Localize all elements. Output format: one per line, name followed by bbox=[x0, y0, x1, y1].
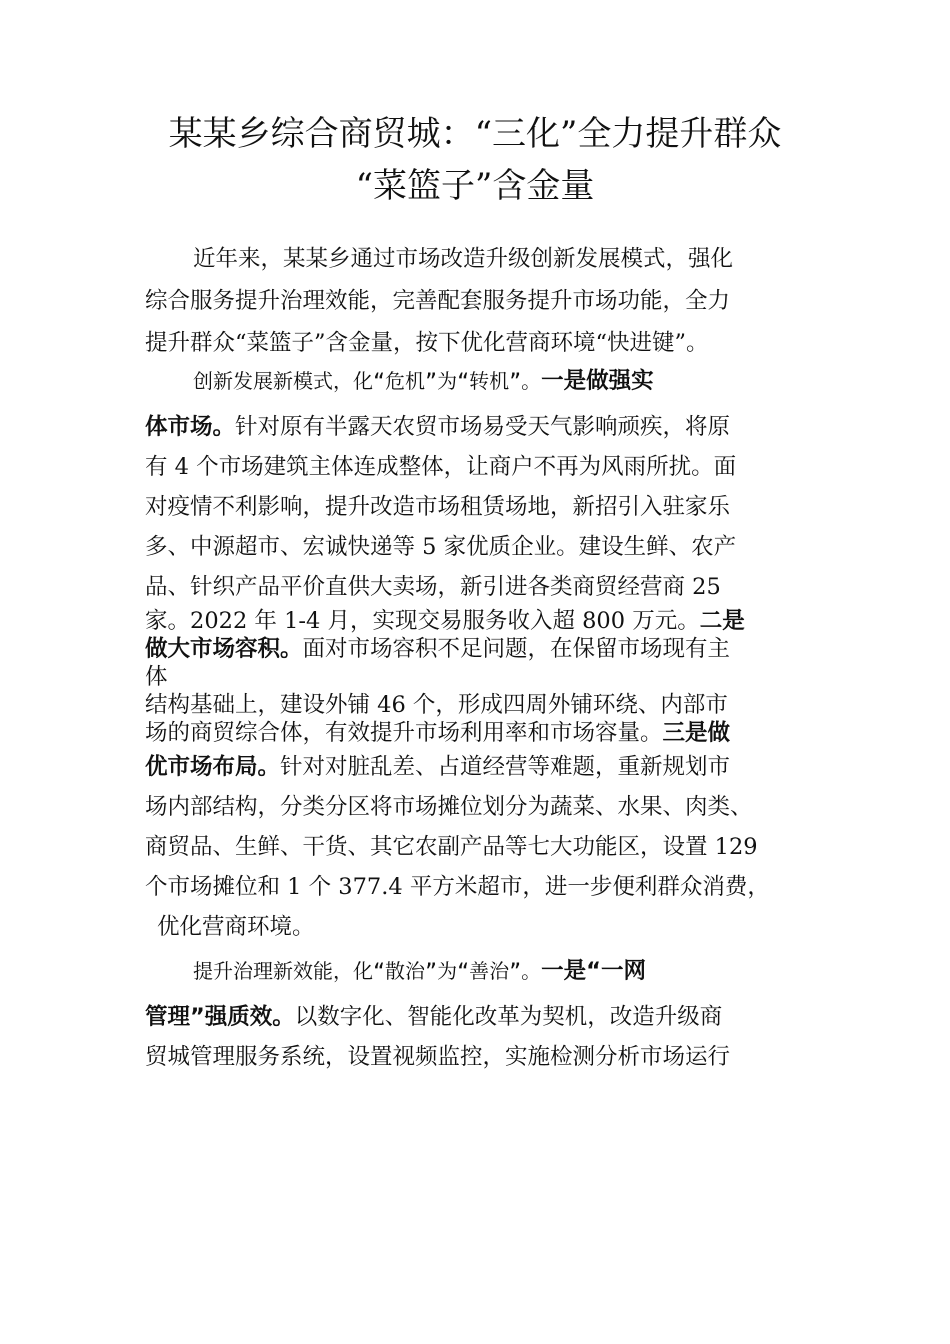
bold-phrase: 做大市场容积。 bbox=[145, 636, 303, 662]
section-1-line: 商贸品、生鲜、干货、其它农副产品等七大功能区，设置 129 bbox=[145, 834, 758, 860]
bold-phrase: 二是 bbox=[699, 608, 745, 634]
section-2-paragraph bbox=[145, 945, 835, 1077]
bold-phrase: 三是做 bbox=[662, 720, 731, 746]
document-title bbox=[120, 108, 830, 212]
bold-phrase: 一是“一网 bbox=[541, 958, 646, 984]
intro-paragraph bbox=[145, 238, 835, 364]
section-1-line: 优化营商环境。 bbox=[157, 914, 315, 940]
section-1-line: 场内部结构，分类分区将市场摊位划分为蔬菜、水果、肉类、 bbox=[145, 794, 753, 820]
section-1-line: 个市场摊位和 1 个 377.4 平方米超市，进一步便利群众消费， bbox=[145, 874, 770, 900]
section-2-line bbox=[145, 945, 835, 997]
body-text: 面对市场容积不足问题，在保留市场现有主 bbox=[302, 636, 731, 662]
intro-line: 综合服务提升治理效能，完善配套服务提升市场功能，全力 bbox=[145, 288, 731, 314]
title-line-1: 某某乡综合商贸城：“三化”全力提升群众 bbox=[168, 114, 782, 154]
section-2-line: 贸城管理服务系统，设置视频监控，实施检测分析市场运行 bbox=[145, 1044, 731, 1070]
section-1-line bbox=[145, 635, 835, 663]
body-text: 场的商贸综合体，有效提升市场利用率和市场容量。 bbox=[145, 720, 663, 746]
body-text: 针对对脏乱差、占道经营等难题，重新规划市 bbox=[280, 754, 731, 780]
intro-line: 提升群众“菜篮子”含金量，按下优化营商环境“快进键”。 bbox=[145, 330, 709, 356]
body-text: 以数字化、智能化改革为契机，改造升级商 bbox=[294, 1004, 723, 1030]
bold-phrase: 一是做强实 bbox=[541, 368, 654, 394]
section-1-line: 对疫情不利影响，提升改造市场租赁场地，新招引入驻家乐 bbox=[145, 494, 731, 520]
section-1-line: 多、中源超市、宏诚快递等 5 家优质企业。建设生鲜、农产 bbox=[145, 534, 737, 560]
section-1-line bbox=[145, 407, 835, 447]
intro-line: 近年来，某某乡通过市场改造升级创新发展模式，强化 bbox=[193, 246, 734, 272]
section-1-line bbox=[145, 355, 835, 407]
section-1-line bbox=[145, 607, 835, 635]
section-1-line: 有 4 个市场建筑主体连成整体，让商户不再为风雨所扰。面 bbox=[145, 454, 737, 480]
body-text: 家。2022 年 1-4 月，实现交易服务收入超 800 万元。 bbox=[145, 608, 700, 634]
section-1-line bbox=[145, 747, 835, 787]
section-1-line: 品、针织产品平价直供大卖场，新引进各类商贸经营商 25 bbox=[145, 574, 721, 600]
section-2-lead: 提升治理新效能，化“散治”为“善治”。 bbox=[193, 959, 542, 983]
section-1-line bbox=[145, 719, 835, 747]
bold-phrase: 管理”强质效。 bbox=[145, 1004, 295, 1030]
body-text: 针对原有半露天农贸市场易受天气影响顽疾，将原 bbox=[235, 414, 731, 440]
section-1-line: 体 bbox=[145, 664, 168, 690]
section-1-paragraph bbox=[145, 355, 835, 947]
section-1-lead: 创新发展新模式，化“危机”为“转机”。 bbox=[193, 369, 542, 393]
section-1-line: 结构基础上，建设外铺 46 个，形成四周外铺环绕、内部市 bbox=[145, 692, 728, 718]
section-2-line bbox=[145, 997, 835, 1037]
bold-phrase: 体市场。 bbox=[145, 414, 236, 440]
title-line-2: “菜篮子”含金量 bbox=[355, 166, 595, 206]
bold-phrase: 优市场布局。 bbox=[145, 754, 281, 780]
